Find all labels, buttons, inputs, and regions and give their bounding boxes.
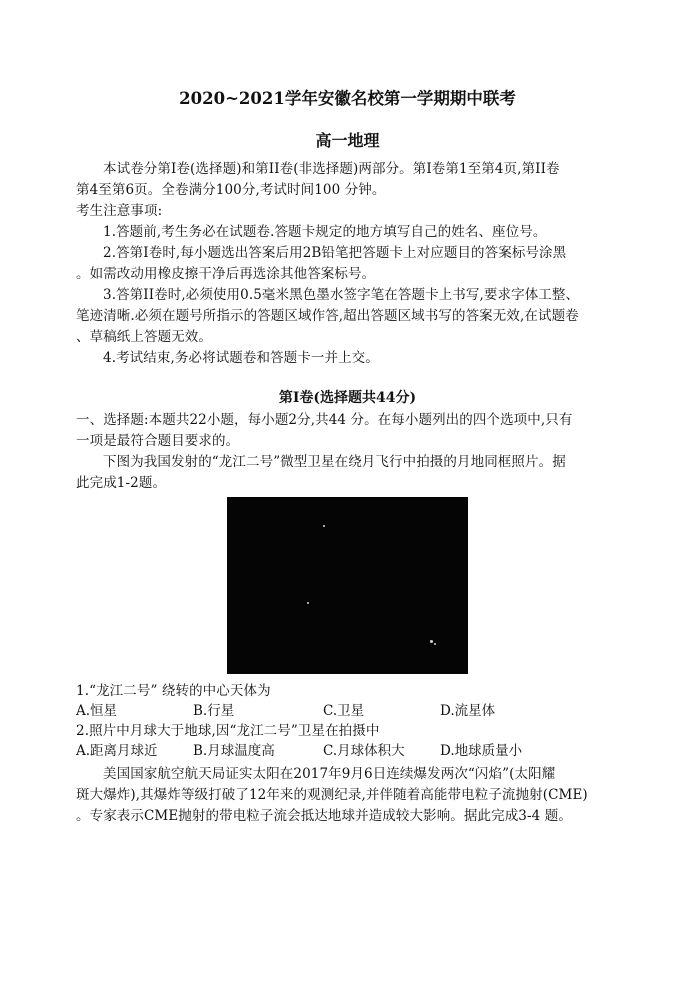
question-stem: 1.“龙江二号” 绕转的中心天体为 [76, 683, 271, 699]
earth-dot [434, 643, 436, 645]
question-option: C.月球体积大 [323, 743, 405, 759]
notice-item-continuation: 、草稿纸上答题无效。 [76, 329, 212, 345]
moon-earth-photo [227, 497, 468, 674]
section-title: 第I卷(选择题共44分) [278, 390, 417, 406]
question-option: D.地球质量小 [440, 743, 523, 759]
question-option: A.距离月球近 [76, 743, 158, 759]
exam-title: 2020~2021学年安徽名校第一学期期中联考 [179, 89, 516, 108]
question-option: B.行星 [193, 703, 235, 719]
notice-item: 3.答第II卷时,必须使用0.5毫米黑色墨水签字笔在答题卡上书写,要求字体工整、 [103, 287, 580, 303]
star-dot [323, 525, 325, 527]
notice-item: 1.答题前,考生务必在试题卷.答题卡规定的地方填写自己的姓名、座位号。 [103, 224, 547, 240]
section-instruction: 一、选择题:本题共22小题，每小题2分,共44 分。在每小题列出的四个选项中,只有 [76, 412, 573, 428]
intro-line: 第4至第6页。全卷满分100分,考试时间100 分钟。 [76, 182, 386, 198]
section-instruction: 一项是最符合题目要求的。 [76, 433, 240, 449]
exam-subtitle: 高一地理 [315, 131, 380, 150]
question-context: 斑大爆炸),其爆炸等级打破了12年来的观测纪录,并伴随着高能带电粒子流抛射(CME) [76, 787, 588, 803]
star-dot [307, 602, 309, 604]
question-context: 下图为我国发射的“龙江二号”微型卫星在绕月飞行中拍摄的月地同框照片。据 [103, 454, 566, 470]
notice-item: 4.考试结束,务必将试题卷和答题卡一并上交。 [103, 350, 379, 366]
notice-heading: 考生注意事项: [76, 203, 163, 219]
question-option: D.流星体 [440, 703, 496, 719]
intro-line: 本试卷分第I卷(选择题)和第II卷(非选择题)两部分。第I卷第1至第4页,第II卷 [103, 161, 560, 177]
notice-item-continuation: 笔迹清晰.必须在题号所指示的答题区域作答,超出答题区域书写的答案无效,在试题卷 [76, 308, 579, 324]
earth-dot [430, 640, 433, 643]
question-context: 。专家表示CME抛射的带电粒子流会抵达地球并造成较大影响。据此完成3-4 题。 [76, 808, 572, 824]
question-option: C.卫星 [323, 703, 365, 719]
question-context: 美国国家航空航天局证实太阳在2017年9月6日连续爆发两次“闪焰”(太阳耀 [103, 766, 556, 782]
question-option: B.月球温度高 [193, 743, 275, 759]
question-context: 此完成1-2题。 [76, 475, 167, 491]
notice-item-continuation: 。如需改动用橡皮擦干净后再选涂其他答案标号。 [76, 266, 376, 282]
notice-item: 2.答第I卷时,每小题选出答案后用2B铅笔把答题卡上对应题目的答案标号涂黑 [103, 245, 567, 261]
question-stem: 2.照片中月球大于地球,因“龙江二号”卫星在拍摄中 [76, 723, 380, 739]
question-option: A.恒星 [76, 703, 118, 719]
